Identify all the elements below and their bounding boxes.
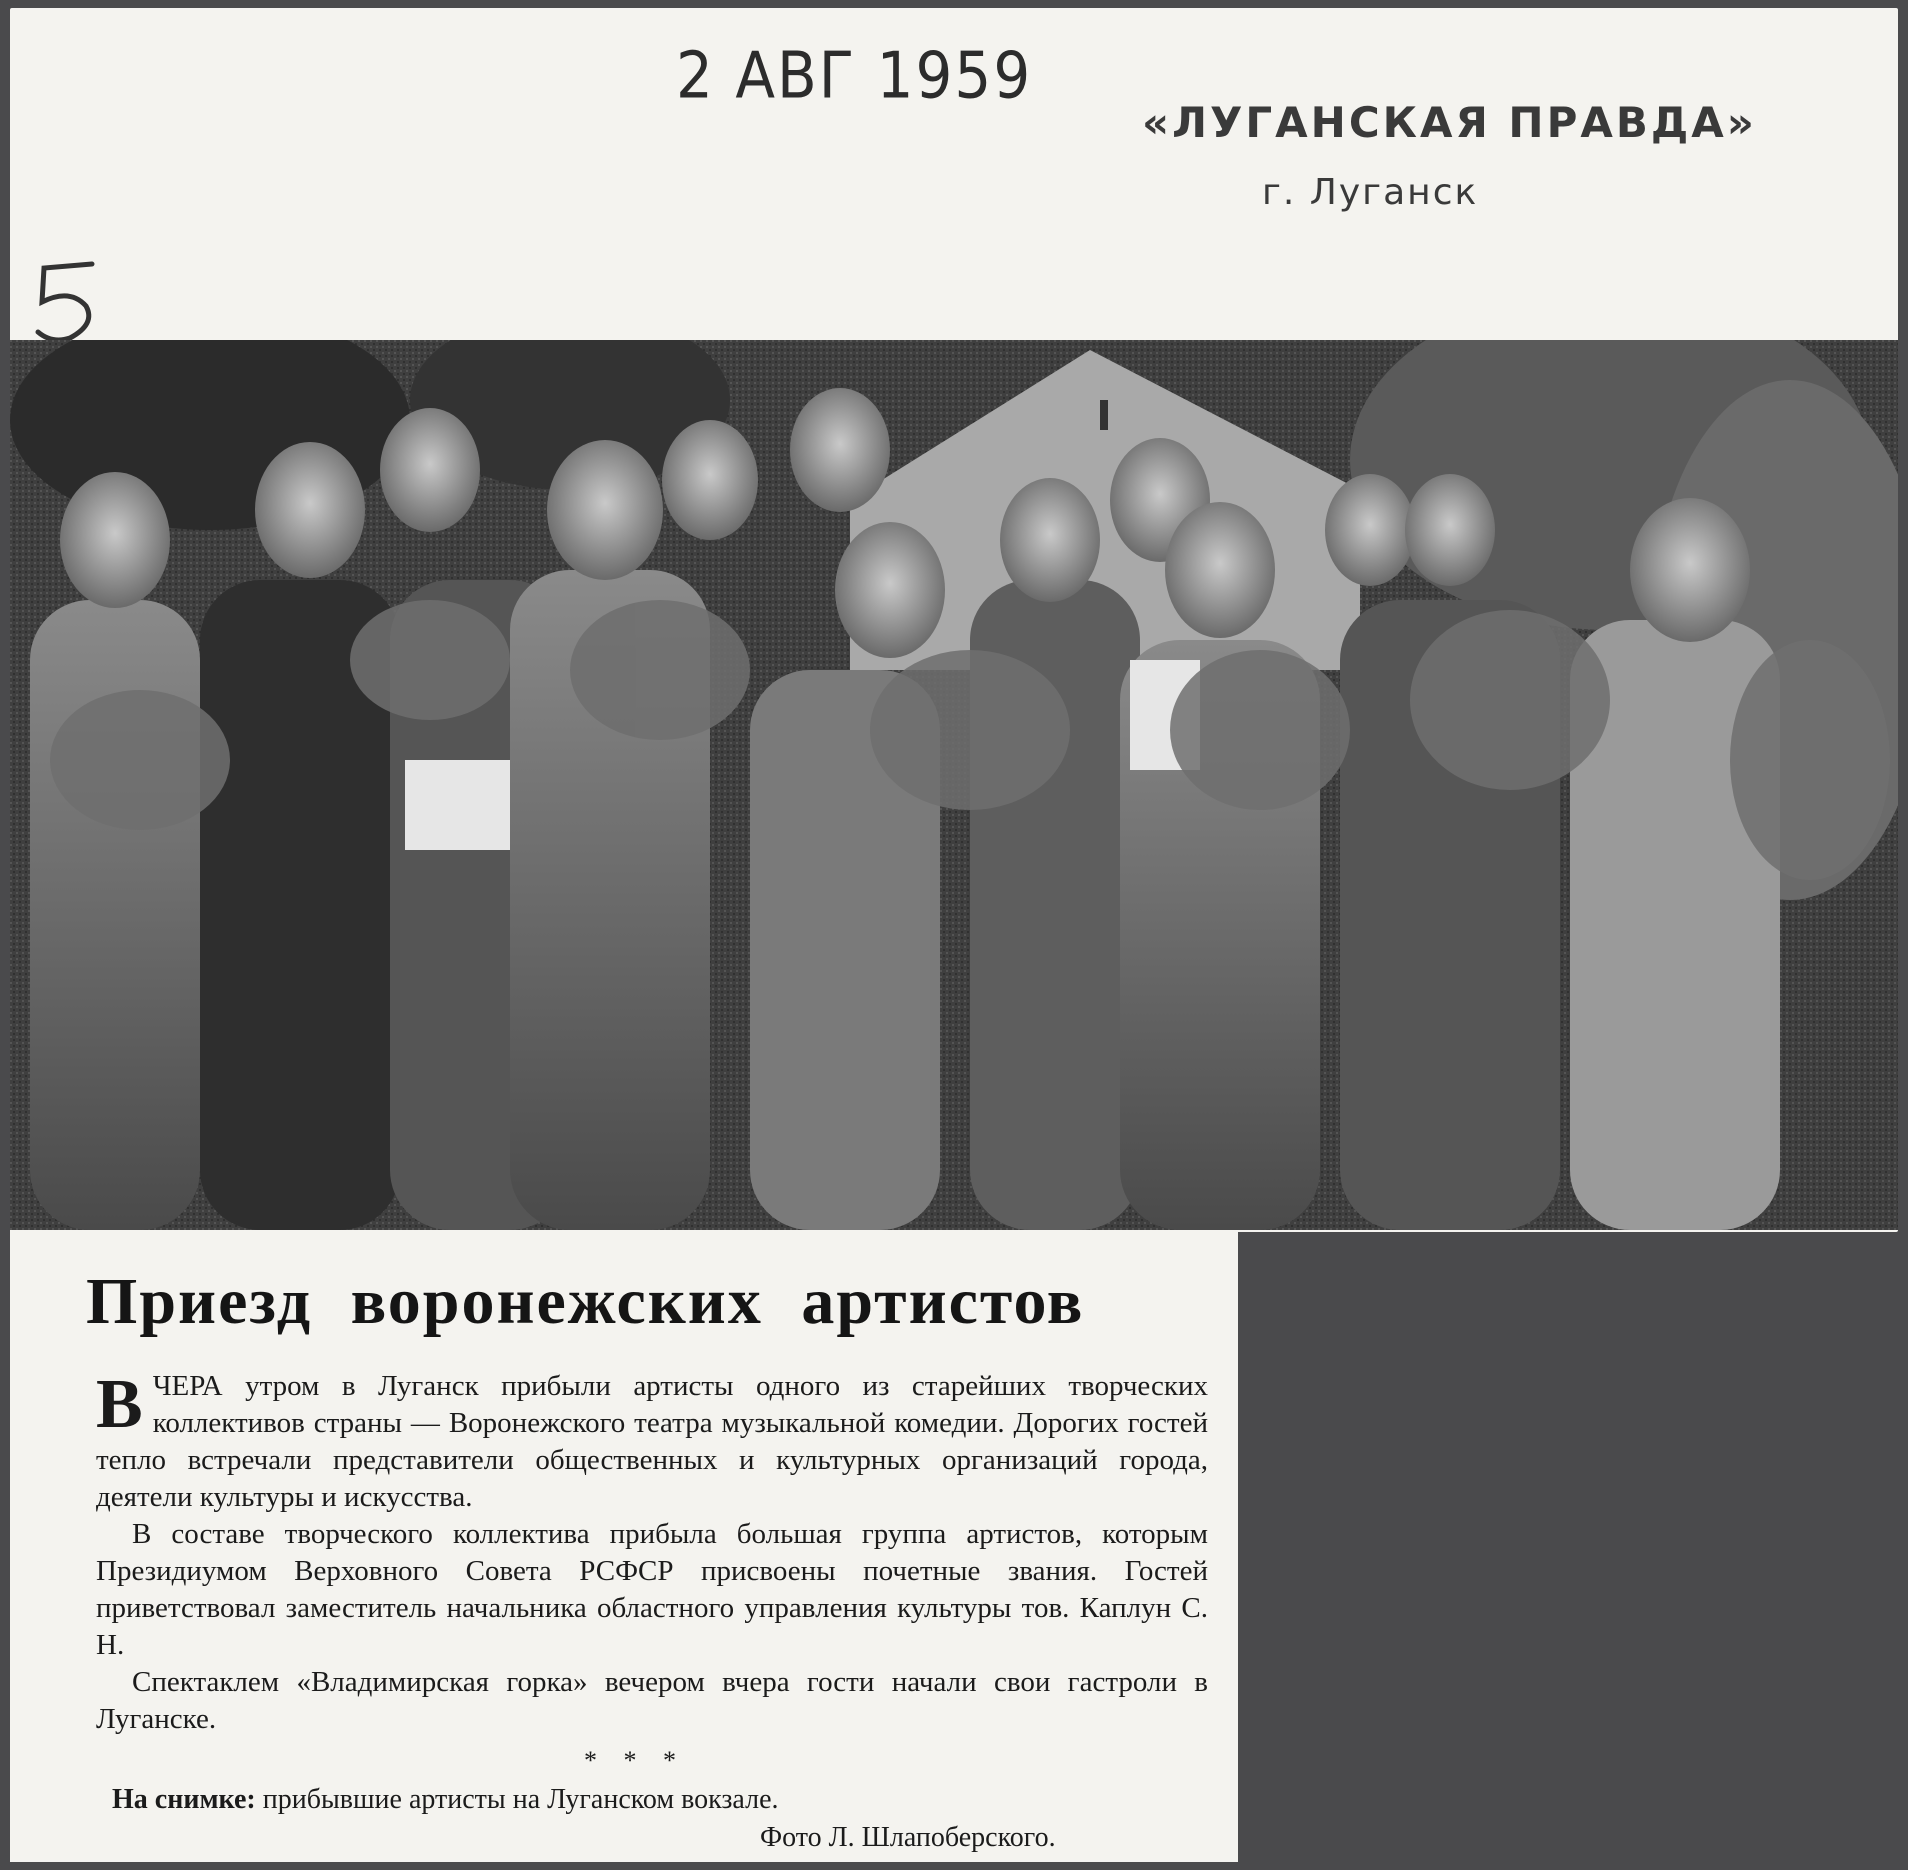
caption-text: прибывшие артисты на Луганском вокзале. [255,1784,779,1815]
caption-lead: На снимке: [112,1784,256,1815]
article-paragraph: Спектаклем «Владимирская горка» вечером вчера гости начали свои гастроли в Луганске. [96,1666,1208,1735]
paragraph-text: ЧЕРА утром в Луганск прибыли артисты одного из старейших творческих коллективов страны — Воронежского театра музыкальной комедии. Дорогих гостей тепло встречали представители общественных и культурных организаций города, деятели культуры и искусства. [96,1370,1208,1513]
group-photo [10,340,1898,1230]
newspaper-stamp: «ЛУГАНСКАЯ ПРАВДА» [1142,98,1757,147]
photo-caption [112,1784,1212,1816]
section-separator: * * * [584,1746,686,1775]
article-body [96,1368,1208,1738]
article-paragraph: В составе творческого коллектива прибыла большая группа артистов, которым Президиумом Верховного Совета РСФСР присвоены почетные звания. Гостей приветствовал заместитель начальника областного управления культуры тов. Каплун С. Н. [96,1518,1208,1661]
handwritten-number-mark [30,258,120,353]
article-paragraph [96,1368,1208,1516]
photo-credit: Фото Л. Шлапоберского. [760,1822,1056,1853]
date-stamp: 2 АВГ 1959 [676,38,1033,113]
city-stamp: г. Луганск [1262,172,1479,213]
article-headline: Приезд воронежских артистов [86,1265,1085,1338]
drop-cap: В [96,1366,143,1443]
